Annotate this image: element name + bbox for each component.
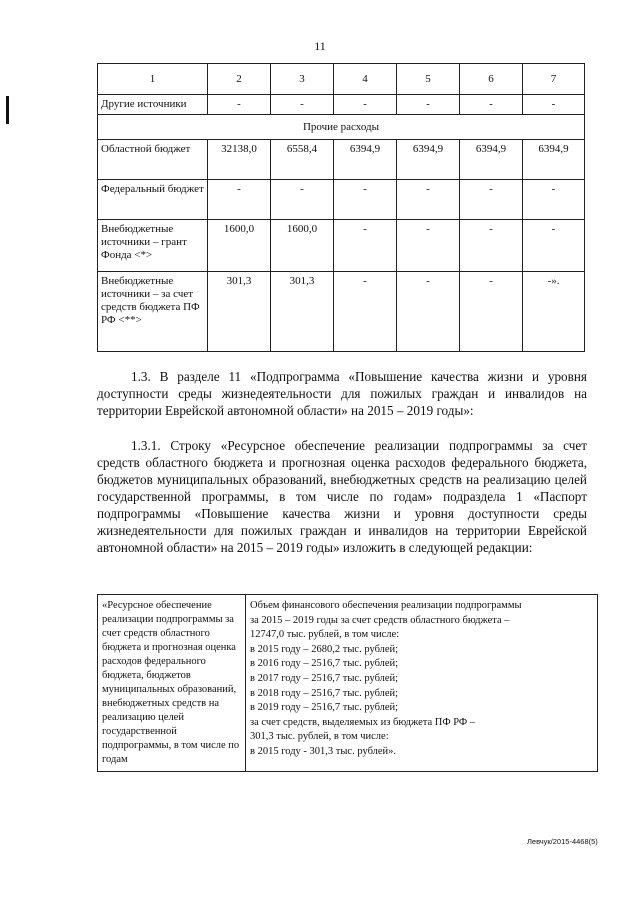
budget-row	[98, 180, 585, 220]
passport-line: за счет средств, выделяемых из бюджета ПФ РФ –	[250, 716, 476, 728]
budget-table-body	[98, 64, 585, 352]
budget-header-cell: 2	[208, 64, 271, 95]
budget-row-value: 6394,9	[523, 140, 585, 180]
budget-row-value: 6394,9	[460, 140, 523, 180]
passport-line: в 2015 году – 2680,2 тыс. рублей;	[250, 643, 399, 655]
budget-row-value: -	[271, 95, 334, 115]
passport-row	[98, 595, 598, 772]
budget-row-value: -	[334, 95, 397, 115]
budget-row-value: -	[397, 220, 460, 272]
budget-row-value: -	[460, 272, 523, 352]
budget-row-value: -	[208, 95, 271, 115]
budget-row-value: 32138,0	[208, 140, 271, 180]
passport-line: 12747,0 тыс. рублей, в том числе:	[250, 629, 400, 641]
budget-row-value: -	[460, 95, 523, 115]
budget-header-cell: 3	[271, 64, 334, 95]
budget-header-cell: 1	[98, 64, 208, 95]
budget-row-value: -	[397, 180, 460, 220]
budget-header-cell: 5	[397, 64, 460, 95]
passport-line: за 2015 – 2019 годы за счет средств областного бюджета –	[250, 614, 510, 626]
paragraph-1-3-1: 1.3.1. Строку «Ресурсное обеспечение реализации подпрограммы за счет средств областного бюджета и прогнозная оценка расходов федерального бюджета, бюджетов муниципальных образований, внебюджетных средств на реализацию целей государственной программы, в том числе по годам» подраздела 1 «Паспорт подпрограммы «Повышение качества жизни и уровня доступности среды жизнедеятельности для пожилых граждан и инвалидов на территории Еврейской автономной области» на 2015 – 2019 годы» изложить в следующей редакции:	[97, 438, 587, 555]
budget-row-label: Областной бюджет	[98, 140, 208, 180]
footer-code: Левчук/2015-4468(5)	[527, 837, 598, 846]
passport-line: 301,3 тыс. рублей, в том числе:	[250, 731, 389, 743]
budget-row-value: 301,3	[271, 272, 334, 352]
budget-row-value: -	[460, 220, 523, 272]
budget-row-value: -	[334, 180, 397, 220]
budget-row-value: -	[334, 220, 397, 272]
budget-row-label: Федеральный бюджет	[98, 180, 208, 220]
passport-line: в 2017 году – 2516,7 тыс. рублей;	[250, 672, 399, 684]
budget-row-value: -	[523, 180, 585, 220]
budget-row-value: -	[523, 95, 585, 115]
budget-row-value: -	[397, 272, 460, 352]
budget-row	[98, 95, 585, 115]
budget-row-value: -	[523, 220, 585, 272]
budget-row-value: -	[208, 180, 271, 220]
budget-row-value: -	[334, 272, 397, 352]
passport-lines	[250, 599, 593, 760]
margin-mark	[6, 96, 9, 124]
budget-row	[98, 220, 585, 272]
budget-row-label: Другие источники	[98, 95, 208, 115]
passport-table	[97, 594, 598, 772]
budget-table	[97, 63, 585, 352]
budget-row-value: 6394,9	[334, 140, 397, 180]
budget-row-value: -	[460, 180, 523, 220]
budget-row-value: -».	[523, 272, 585, 352]
budget-row-value: 6394,9	[397, 140, 460, 180]
paragraph-1-3: 1.3. В разделе 11 «Подпрограмма «Повышение качества жизни и уровня доступности среды жизнедеятельности для пожилых граждан и инвалидов на территории Еврейской автономной области» на 2015 – 2019 годы»:	[97, 369, 587, 418]
budget-row-value: -	[397, 95, 460, 115]
budget-row	[98, 272, 585, 352]
budget-row-value: -	[271, 180, 334, 220]
passport-line: в 2016 году – 2516,7 тыс. рублей;	[250, 658, 399, 670]
budget-header-cell: 6	[460, 64, 523, 95]
budget-header-cell: 7	[523, 64, 585, 95]
budget-header-cell: 4	[334, 64, 397, 95]
budget-section-row	[98, 115, 585, 140]
budget-row-label: Внебюджетные источники – грант Фонда <*>	[98, 220, 208, 272]
passport-line: Объем финансового обеспечения реализации подпрограммы	[250, 600, 522, 611]
page-number: 11	[314, 39, 326, 53]
passport-right-cell	[246, 595, 598, 772]
budget-row-value: 6558,4	[271, 140, 334, 180]
budget-row-value: 1600,0	[271, 220, 334, 272]
budget-row-value: 301,3	[208, 272, 271, 352]
passport-left-cell: «Ресурсное обеспечение реализации подпрограммы за счет средств областного бюджета и прогнозная оценка расходов федерального бюджета, бюджетов муниципальных образований, внебюджетных средств на реализацию целей государственной подпрограммы, в том числе по годам	[98, 595, 246, 772]
passport-line: в 2015 году - 301,3 тыс. рублей».	[250, 745, 397, 757]
budget-row-value: 1600,0	[208, 220, 271, 272]
budget-row	[98, 140, 585, 180]
passport-line: в 2019 году – 2516,7 тыс. рублей;	[250, 702, 399, 714]
passport-line: в 2018 году – 2516,7 тыс. рублей;	[250, 687, 399, 699]
budget-row-label: Внебюджетные источники – за счет средств бюджета ПФ РФ <**>	[98, 272, 208, 352]
budget-section-title: Прочие расходы	[98, 115, 585, 140]
budget-header-row	[98, 64, 585, 95]
